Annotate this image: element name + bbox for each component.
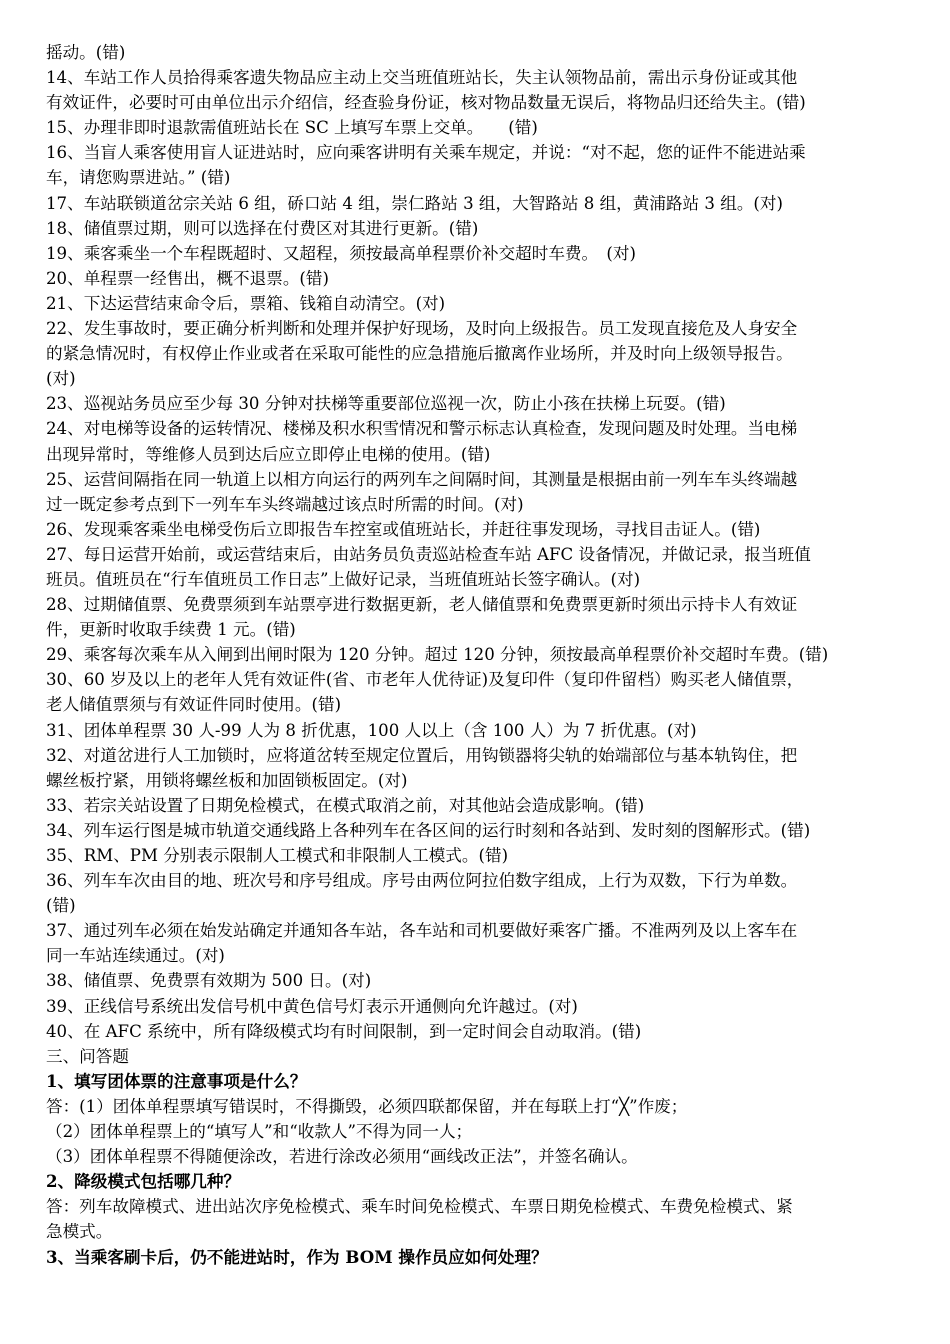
- question-22: 22、发生事故时，要正确分析判断和处理并保护好现场，及时向上级报告。员工发现直接危及人身安全: [46, 319, 798, 339]
- text-line: 摇动。(错): [46, 43, 126, 62]
- qa-question-2: 2、降级模式包括哪几种？: [46, 1171, 241, 1192]
- question-20: 20、单程票一经售出，概不退票。(错): [46, 268, 329, 288]
- text-line: 老人储值票须与有效证件同时使用。(错): [46, 695, 342, 715]
- text-line: 件，更新时收取手续费 1 元。(错): [46, 620, 296, 640]
- text-line: 过一既定参考点到下一列车车头终端越过该点时所需的时间。(对): [46, 494, 524, 514]
- section-heading: 三、问答题: [46, 1046, 129, 1066]
- question-25: 25、运营间隔指在同一轨道上以相方向运行的两列车之间隔时间，其测量是根据由前一列车车头终端越: [46, 469, 798, 489]
- question-40: 40、在 AFC 系统中，所有降级模式均有时间限制，到一定时间会自动取消。(错): [46, 1021, 642, 1041]
- question-35: 35、RM、PM 分别表示限制人工模式和非限制人工模式。(错): [46, 846, 509, 865]
- text-line: （2）团体单程票上的“填写人”和“收款人”不得为同一人；: [46, 1122, 473, 1142]
- qa-answer-2: 答：列车故障模式、进出站次序免检模式、乘车时间免检模式、车票日期免检模式、车费免检模式、紧: [46, 1197, 793, 1217]
- text-line: （3）团体单程票不得随便涂改，若进行涂改必须用“画线改正法”，并签名确认。: [46, 1147, 638, 1167]
- text-line: 的紧急情况时，有权停止作业或者在采取可能性的应急措施后撤离作业场所，并及时向上级领导报告。: [46, 344, 793, 364]
- qa-question-1: 1、填写团体票的注意事项是什么？: [46, 1070, 307, 1091]
- question-32: 32、对道岔进行人工加锁时，应将道岔转至规定位置后，用钩锁器将尖轨的始端部位与基本轨钩住，把: [46, 745, 798, 765]
- question-29: 29、乘客每次乘车从入闸到出闸时限为 120 分钟。超过 120 分钟，须按最高单程票价补交超时车费。(错): [46, 645, 829, 665]
- question-31: 31、团体单程票 30 人-99 人为 8 折优惠，100 人以上（含 100 人）为 7 折优惠。(对): [46, 720, 697, 740]
- question-33: 33、若宗关站设置了日期免检模式，在模式取消之前，对其他站会造成影响。(错): [46, 795, 645, 815]
- text-line: 出现异常时，等维修人员到达后应立即停止电梯的使用。(错): [46, 444, 491, 464]
- question-19: 19、乘客乘坐一个车程既超时、又超程，须按最高单程票价补交超时车费。 (对): [46, 243, 636, 263]
- question-15: 15、办理非即时退款需值班站长在 SC 上填写车票上交单。 (错): [46, 118, 538, 138]
- question-27: 27、每日运营开始前，或运营结束后，由站务员负责巡站检查车站 AFC 设备情况，并做记录，报当班值: [46, 544, 811, 564]
- question-39: 39、正线信号系统出发信号机中黄色信号灯表示开通侧向允许越过。(对): [46, 996, 578, 1016]
- question-21: 21、下达运营结束命令后，票箱、钱箱自动清空。(对): [46, 293, 446, 313]
- text-line: 班员。值班员在“行车值班员工作日志”上做好记录，当班值班站长签字确认。(对): [46, 569, 641, 589]
- question-18: 18、储值票过期，则可以选择在付费区对其进行更新。(错): [46, 218, 479, 238]
- question-37: 37、通过列车必须在始发站确定并通知各车站，各车站和司机要做好乘客广播。不准两列及以上客车在: [46, 921, 798, 941]
- text-line: 同一车站连续通过。(对): [46, 946, 225, 966]
- question-24: 24、对电梯等设备的运转情况、楼梯及积水积雪情况和警示标志认真检查，发现问题及时处理。当电梯: [46, 419, 798, 439]
- question-30: 30、60 岁及以上的老年人凭有效证件(省、市老年人优待证)及复印件（复印件留档）购买老人储值票，: [46, 670, 804, 690]
- qa-question-3: 3、当乘客刷卡后，仍不能进站时，作为 BOM 操作员应如何处理？: [46, 1246, 548, 1267]
- question-38: 38、储值票、免费票有效期为 500 日。(对): [46, 971, 372, 991]
- question-16: 16、当盲人乘客使用盲人证进站时，应向乘客讲明有关乘车规定，并说：“对不起，您的证件不能进站乘: [46, 143, 806, 163]
- text-line: 车，请您购票进站。” (错): [46, 168, 231, 188]
- text-line: (错): [46, 896, 76, 916]
- text-line: 螺丝板拧紧，用锁将螺丝板和加固锁板固定。(对): [46, 770, 408, 790]
- question-28: 28、过期储值票、免费票须到车站票亭进行数据更新，老人储值票和免费票更新时须出示持卡人有效证: [46, 595, 798, 615]
- question-14: 14、车站工作人员拾得乘客遗失物品应主动上交当班值班站长，失主认领物品前，需出示身份证或其他: [46, 68, 798, 88]
- question-17: 17、车站联锁道岔宗关站 6 组，硚口站 4 组，崇仁路站 3 组，大智路站 8 组，黄浦路站 3 组。(对): [46, 193, 783, 213]
- qa-answer-1: 答：(1）团体单程票填写错误时，不得撕毁，必须四联都保留，并在每联上打“╳”作废；: [46, 1096, 688, 1116]
- question-36: 36、列车车次由目的地、班次号和序号组成。序号由两位阿拉伯数字组成，上行为双数，下行为单数。: [46, 871, 798, 891]
- question-26: 26、发现乘客乘坐电梯受伤后立即报告车控室或值班站长，并赶往事发现场，寻找目击证人。(错): [46, 519, 761, 539]
- question-23: 23、巡视站务员应至少每 30 分钟对扶梯等重要部位巡视一次，防止小孩在扶梯上玩耍。(错): [46, 394, 726, 414]
- question-34: 34、列车运行图是城市轨道交通线路上各种列车在各区间的运行时刻和各站到、发时刻的图解形式。(错): [46, 820, 811, 840]
- text-line: 急模式。: [46, 1222, 113, 1242]
- text-line: (对): [46, 369, 76, 389]
- text-line: 有效证件，必要时可由单位出示介绍信，经查验身份证，核对物品数量无误后，将物品归还给失主。(错): [46, 93, 806, 113]
